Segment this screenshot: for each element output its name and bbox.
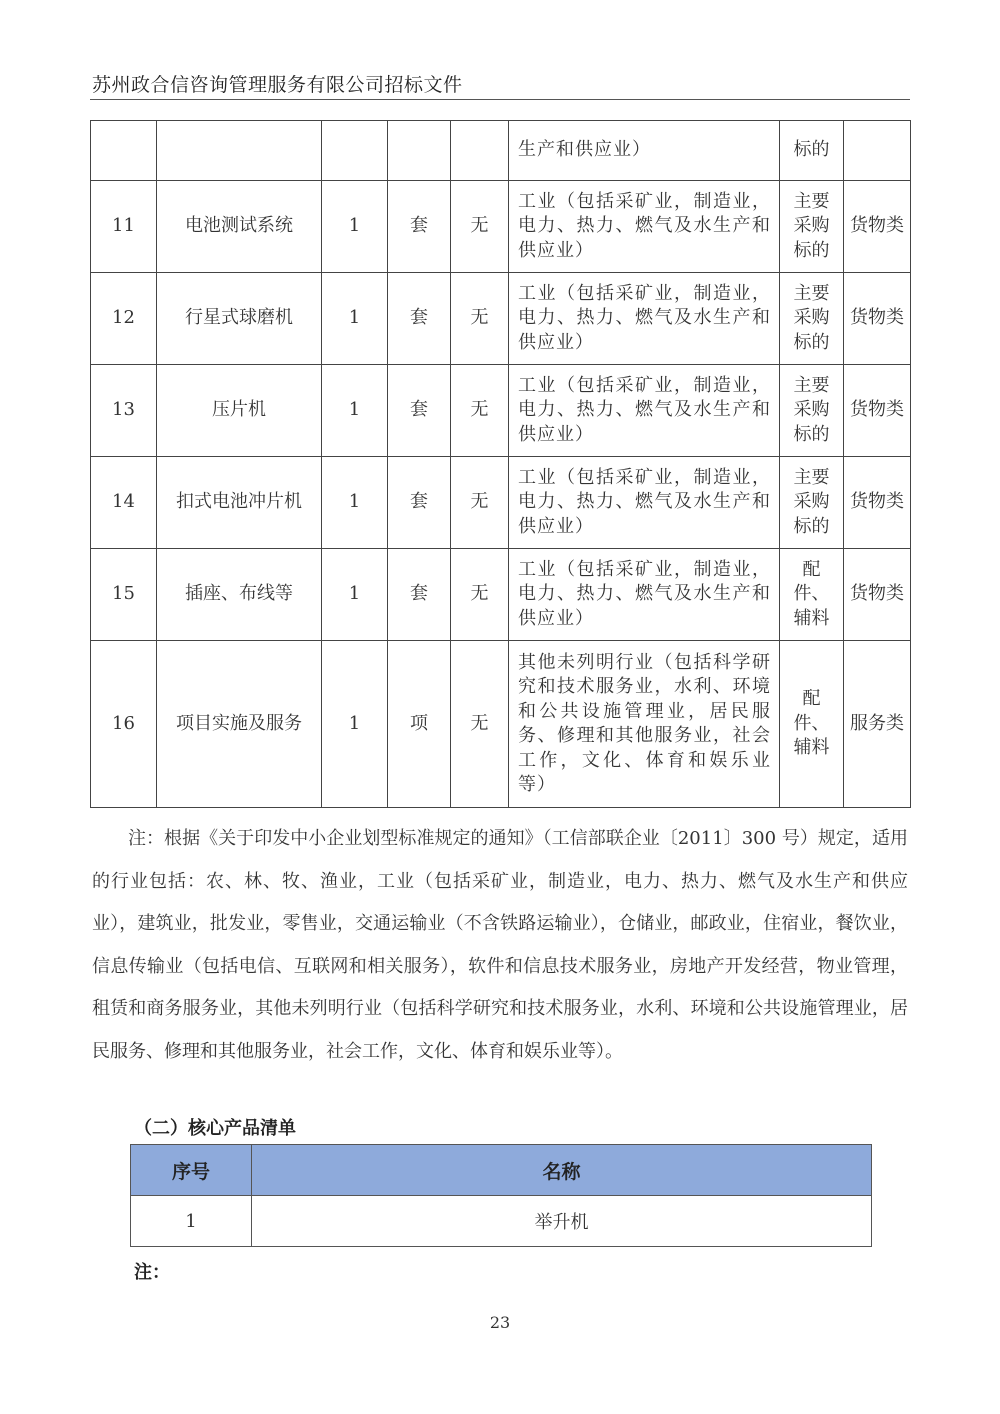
header-divider (90, 99, 910, 100)
table-row (131, 1196, 872, 1247)
industry-note-paragraph: 注：根据《关于印发中小企业划型标准规定的通知》（工信部联企业〔2011〕300 号）规定，适用的行业包括：农、林、牧、渔业，工业（包括采矿业，制造业，电力、热力、燃气及水生产和供应业），建筑业，批发业，零售业，交通运输业（不含铁路运输业），仓储业，邮政业，住宿业，餐饮业，信息传输业（包括电信、互联网和相关服务），软件和信息技术服务业，房地产开发经营，物业管理，租赁和商务服务业，其他未列明行业（包括科学研究和技术服务业，水利、环境和公共设施管理业，居民服务、修理和其他服务业，社会工作，文化、体育和娱乐业等）。 (92, 828, 908, 1062)
cell-industry: 生产和供应业） (509, 121, 780, 181)
cell-type: 货物类 (844, 181, 911, 273)
cell-type: 货物类 (844, 273, 911, 365)
cell-industry: 工业（包括采矿业，制造业，电力、热力、燃气及水生产和供应业） (509, 181, 780, 273)
table-row (91, 457, 911, 549)
cell-category: 主要采购标的 (780, 457, 844, 549)
cell-name: 压片机 (157, 365, 322, 457)
footer-note-label: 注： (134, 1262, 170, 1283)
cell-import: 无 (451, 365, 509, 457)
cell-type: 货物类 (844, 457, 911, 549)
cell-industry: 工业（包括采矿业，制造业，电力、热力、燃气及水生产和供应业） (509, 365, 780, 457)
cell-no: 16 (91, 641, 157, 808)
cell-name: 扣式电池冲片机 (157, 457, 322, 549)
cell-no: 12 (91, 273, 157, 365)
cell-type: 服务类 (844, 641, 911, 808)
cell-no (91, 121, 157, 181)
cell-no: 13 (91, 365, 157, 457)
cell-category: 标的 (780, 121, 844, 181)
column-header-name: 名称 (252, 1145, 872, 1196)
cell-unit: 项 (388, 641, 451, 808)
cell-unit: 套 (388, 549, 451, 641)
table-row (91, 181, 911, 273)
cell-category: 主要采购标的 (780, 365, 844, 457)
cell-industry: 工业（包括采矿业，制造业，电力、热力、燃气及水生产和供应业） (509, 549, 780, 641)
cell-no: 14 (91, 457, 157, 549)
cell-qty (322, 121, 388, 181)
core-products-table (130, 1144, 872, 1247)
cell-no: 1 (131, 1196, 252, 1247)
cell-type: 货物类 (844, 365, 911, 457)
cell-category: 配件、辅料 (780, 549, 844, 641)
cell-no: 15 (91, 549, 157, 641)
table-row-continuation (91, 121, 911, 181)
procurement-table (90, 120, 911, 808)
table-row (91, 549, 911, 641)
cell-unit: 套 (388, 365, 451, 457)
cell-qty: 1 (322, 181, 388, 273)
document-header-title: 苏州政合信咨询管理服务有限公司招标文件 (92, 74, 463, 96)
cell-type (844, 121, 911, 181)
cell-import: 无 (451, 181, 509, 273)
cell-name: 项目实施及服务 (157, 641, 322, 808)
cell-qty: 1 (322, 549, 388, 641)
cell-name (157, 121, 322, 181)
table-row (91, 641, 911, 808)
cell-qty: 1 (322, 641, 388, 808)
column-header-no: 序号 (131, 1145, 252, 1196)
cell-import: 无 (451, 641, 509, 808)
cell-import: 无 (451, 457, 509, 549)
cell-industry: 工业（包括采矿业，制造业，电力、热力、燃气及水生产和供应业） (509, 273, 780, 365)
cell-unit: 套 (388, 457, 451, 549)
cell-unit: 套 (388, 273, 451, 365)
cell-name: 插座、布线等 (157, 549, 322, 641)
table-row (91, 273, 911, 365)
cell-unit: 套 (388, 181, 451, 273)
page-number: 23 (489, 1313, 511, 1332)
cell-import: 无 (451, 549, 509, 641)
cell-category: 主要采购标的 (780, 273, 844, 365)
cell-category: 主要采购标的 (780, 181, 844, 273)
cell-type: 货物类 (844, 549, 911, 641)
cell-name: 行星式球磨机 (157, 273, 322, 365)
cell-industry: 其他未列明行业（包括科学研究和技术服务业，水利、环境和公共设施管理业，居民服务、修理和其他服务业，社会工作，文化、体育和娱乐业等） (509, 641, 780, 808)
cell-qty: 1 (322, 457, 388, 549)
table-row (91, 365, 911, 457)
cell-import: 无 (451, 273, 509, 365)
cell-unit (388, 121, 451, 181)
cell-name: 举升机 (252, 1196, 872, 1247)
cell-qty: 1 (322, 365, 388, 457)
core-products-heading: （二）核心产品清单 (134, 1118, 296, 1139)
cell-industry: 工业（包括采矿业，制造业，电力、热力、燃气及水生产和供应业） (509, 457, 780, 549)
cell-no: 11 (91, 181, 157, 273)
cell-import (451, 121, 509, 181)
cell-qty: 1 (322, 273, 388, 365)
table-header-row (131, 1145, 872, 1196)
cell-category: 配件、辅料 (780, 641, 844, 808)
cell-name: 电池测试系统 (157, 181, 322, 273)
